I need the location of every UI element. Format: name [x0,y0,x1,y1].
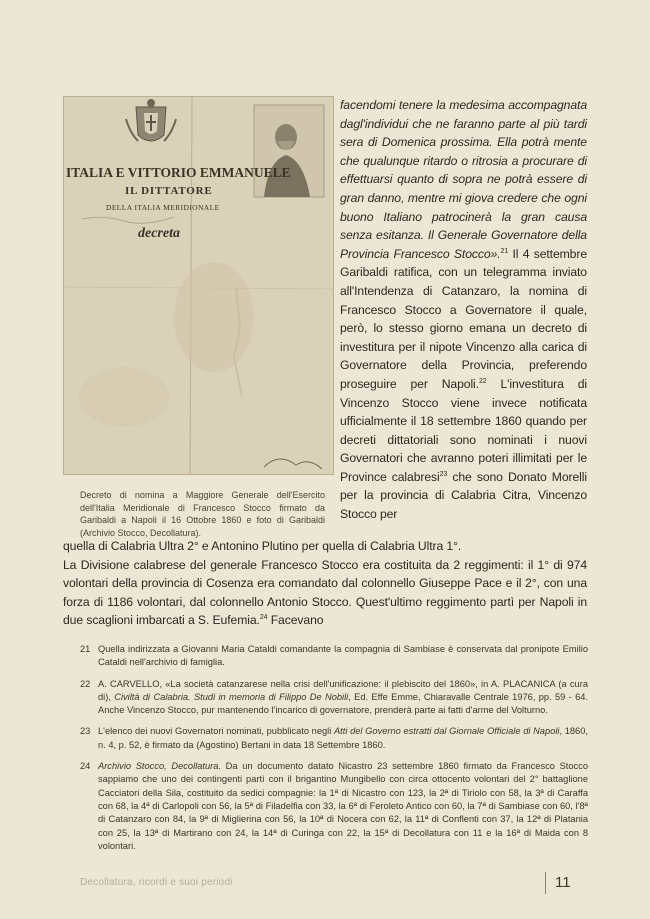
right-column-text [340,96,587,524]
footnote-text: Archivio Stocco, Decollatura. Da un documento datato Nicastro 23 settembre 1860 firmato da Francesco Stocco sappiamo che uno dei contingenti partì con il brigantino Mungibello con circa ottocento volontari del 2° battaglione Cacciatori della Sila, costituito da sedici compagnie: la 1ª di Nicastro con 123, la 2ª di Tiriolo con 58, la 3ª di Caraffa con 68, la 4ª di Carlopoli con 56, la 5ª di Filadelfia con 33, la 6ª di Feroleto Antico con 60, la 7ª di Sambiase con 60, l'8ª di Catanzaro con 84, la 9ª di Miglierina con 56, la 10ª di Nocera con 62, la 11ª di Conflenti con 37, la 12ª di Platania con 25, la 13ª di Martirano con 24, la 14ª di Curinga con 22, la 15ª di Decollatura con 11 e la 16ª di Maida con 8 volontari. [98,761,589,851]
footnote-21 [80,643,588,670]
footnote-number: 24 [80,761,91,772]
decree-heading-3: DELLA ITALIA MERIDIONALE [106,203,220,212]
quoted-letter: facendomi tenere la medesima accompagnata dagl'individui che ne faranno parte al più tardi sera di Domenica prossima. Ella potrà mente che qualunque ritardo o ritrosia a procurare di effettuarsi quanto di sopra ne potrà essere di gran danno, mentre mi giova credere che ogni buono Italiano patrocinerà la gran causa senza esitanza. Il Generale Governatore della Provincia Francesco Stocco». [340,98,587,261]
footnote-text: Quella indirizzata a Giovanni Maria Cataldi comandante la compagnia di Sambiase è conservata dal pronipote Emilio Cataldi nell'archivio di famiglia. [98,644,588,668]
footnote-24 [80,760,588,853]
footnote-number: 22 [80,678,91,689]
footnote-number: 21 [80,644,91,654]
full-width-text [63,537,587,630]
division-text-end: Facevano [267,613,324,628]
decree-heading-2: IL DITTATORE [125,185,213,197]
footnote-number: 23 [80,726,91,737]
decree-heading-4: decreta [138,226,180,241]
division-text: La Divisione calabrese del generale Francesco Stocco era costituita da 2 reggimenti: il 1° di 974 volontari della provincia di Cosenza era comandato dal colonnello Giuseppe Pace e il 2°, con una forza di 1186 volontari, dal colonnello Antonio Stocco. Quest'ultimo reggimento partì per Napoli in due scaglioni imbarcati a S. Eufemia. [63,557,587,628]
book-title: Civiltà di Calabria. Studi in memoria di Filippo De Nobili [114,691,349,702]
footnote-text: A. CARVELLO, «La società catanzarese nella crisi dell'unificazione: il plebiscito del 1860», in A. PLACANICA (a cura di), Civiltà di Calabria. Studi in memoria di Filippo De Nobili, Ed. Effe Emme, Chiaravalle Centrale 1976, pp. 59 - 64. Anche Vincenzo Stocco, pur mantenendo l'incarico di governatore, prenderà parte ai fatti d'arme del Volturno. [98,678,589,716]
garibaldi-portrait [254,105,324,197]
decree-photo [63,96,334,475]
footnote-ref-21[interactable]: 21 [500,247,509,255]
paragraph-governors: che sono Donato Morelli per la provincia di Calabria Citra, Vincenzo Stocco per [340,469,587,522]
decree-image [64,97,333,474]
paragraph-ratification: Il 4 settembre Garibaldi ratifica, con un telegramma inviato all'Intendenza di Catanzaro, la nomina di Francesco Stocco a Governatore il quale, però, lo stesso giorno emana un decreto di investitura per il nipote Vincenzo alla carica di Governatore della Provincia, preferendo proseguire per Napoli. [340,246,588,391]
footnote-ref-24[interactable]: 24 [259,614,268,622]
running-footer-title: Decollatura, ricordi e suoi periodi [80,877,233,888]
footnote-22 [80,678,588,718]
footnote-ref-22[interactable]: 22 [478,377,487,385]
paragraph-calabria-ultra: quella di Calabria Ultra 2° e Antonino Plutino per quella di Calabria Ultra 1°. [63,539,462,553]
footnote-text: L'elenco dei nuovi Governatori nominati, pubblicato negli Atti del Governo estratti dal Giornale Officiale di Napoli, 1860, n. 4, p. 52, è firmato da (Agostino) Bertani in data 18 Settembre 1860. [98,726,588,750]
archive-title: Archivio Stocco, Decollatura [98,761,219,772]
paragraph-investiture: L'investitura di Vincenzo Stocco viene invece notificata ufficialmente il 18 settembre 1860 quando per decreti dittatoriali sono nominati i nuovi Governatori che avranno poteri illimitati per le Province calabresi [340,376,587,484]
footnotes [80,643,588,861]
footer-divider [545,872,546,894]
publication-title: Atti del Governo estratti dal Giornale Officiale di Napoli [333,726,560,737]
footnote-23 [80,725,588,752]
figure-caption: Decreto di nomina a Maggiore Generale dell'Esercito dell'Italia Meridionale di Francesco Stocco firmato da Garibaldi a Napoli il 16 Ottobre 1860 e foto di Garibaldi (Archivio Stocco, Decollatura). [80,490,325,538]
paragraph-division [63,556,587,630]
page-number: 11 [555,874,571,891]
decree-heading-1: ITALIA E VITTORIO EMMANUELE [66,165,291,180]
footnote-ref-23[interactable]: 23 [439,470,448,478]
